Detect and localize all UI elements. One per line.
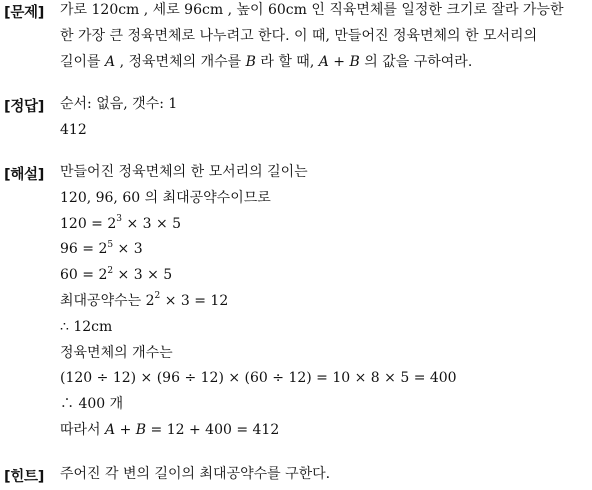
problem-line-1: 가로 120cm , 세로 96cm , 높이 60cm 인 직육면체를 일정한 크기로 잘라 가능한 [60,2,564,18]
answer-value: 412 [60,121,87,138]
solution-line-11 [60,420,588,446]
factor-rest: × 3 [113,241,143,258]
solution-line-10: ∴ 400 개 [60,396,124,413]
var-b: B [349,53,360,70]
plus-sign: + [328,53,350,70]
factorization-60 [60,265,588,291]
hint-tag: [힌트] [4,469,45,485]
gcd-base: 최대공약수는 2 [60,292,155,309]
solution-line-2: 120, 96, 60 의 최대공약수이므로 [60,189,271,206]
var-b: B [245,53,256,70]
factor-exponent: 3 [116,213,122,224]
problem-text [60,0,588,77]
solution-line-9: (120 ÷ 12) × (96 ÷ 12) × (60 ÷ 12) = 10 × 8 × 5 = 400 [60,370,457,387]
problem-line-3 [60,52,588,78]
problem-line-3-text: 라 할 때, [255,53,319,70]
gcd-rest: × 3 = 12 [160,292,229,309]
factorization-96 [60,239,588,265]
factor-rest: × 3 × 5 [122,215,182,232]
solution-line-8: 정육면체의 개수는 [60,344,173,361]
factor-rest: × 3 × 5 [113,267,173,284]
var-b: B [135,421,147,438]
solution-tag: [해설] [4,167,45,183]
conclusion-text: 따라서 [60,421,106,438]
answer-order-info: 순서: 없음, 갯수: 1 [60,96,178,112]
factor-base: 96 = 2 [60,241,108,258]
var-a: A [105,53,116,70]
plus-sign: + [115,421,136,438]
solution-line-1: 만들어진 정육면체의 한 모서리의 길이는 [60,164,308,180]
factor-base: 120 = 2 [60,215,117,232]
gcd-line [60,291,588,317]
solution-text [60,162,588,446]
gcd-exponent: 2 [154,291,161,302]
problem-tag: [문제] [4,5,45,21]
var-a: A [318,53,329,70]
conclusion-result: = 12 + 400 = 412 [146,421,280,438]
problem-line-2: 한 가장 큰 정육면체로 나누려고 한다. 이 때, 만들어진 정육면체의 한 모서리의 [60,27,538,44]
var-a: A [105,421,116,438]
solution-line-7: ∴ 12cm [60,318,113,335]
factor-base: 60 = 2 [60,267,108,284]
hint-text: 주어진 각 변의 길이의 최대공약수를 구한다. [60,466,331,482]
answer-tag: [정답] [4,99,45,115]
factorization-120 [60,214,588,240]
problem-line-3-text: 길이를 [60,53,106,70]
problem-line-3-text: , 정육면체의 개수를 [115,53,246,70]
factor-exponent: 2 [107,265,114,276]
factor-exponent: 5 [107,239,114,250]
problem-line-3-text: 의 값을 구하여라. [359,53,473,70]
answer-text [60,94,588,146]
